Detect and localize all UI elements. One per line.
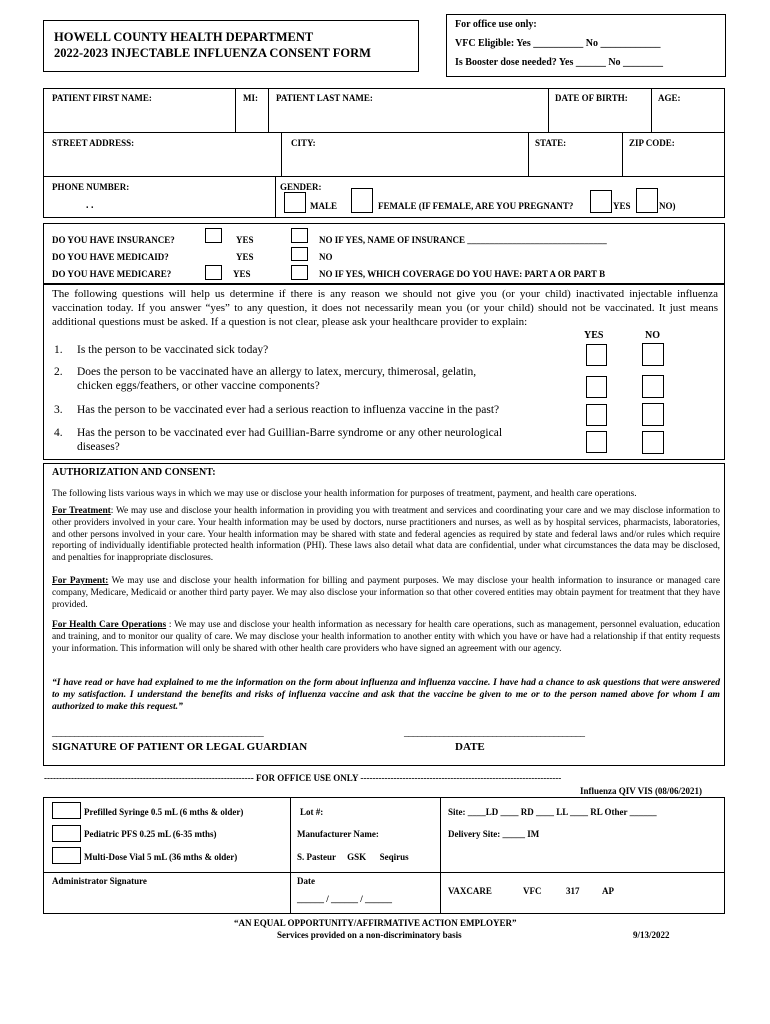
admin-date-label: Date xyxy=(297,876,315,886)
question-1-text: Is the person to be vaccinated sick today? xyxy=(77,344,269,356)
medicaid-no-label: NO xyxy=(319,252,333,262)
title-line-2: 2022-2023 INJECTABLE INFLUENZA CONSENT FORM xyxy=(54,46,371,60)
q4-yes-checkbox[interactable] xyxy=(586,431,607,453)
consent-title: AUTHORIZATION AND CONSENT: xyxy=(52,467,216,478)
q3-no-checkbox[interactable] xyxy=(642,403,664,426)
treatment-paragraph xyxy=(52,506,720,565)
vis-date: Influenza QIV VIS (08/06/2021) xyxy=(580,786,702,796)
operations-label: For Health Care Operations xyxy=(52,620,167,630)
date-line[interactable]: _________________________________________ xyxy=(404,727,585,738)
medicare-question: DO YOU HAVE MEDICARE? xyxy=(52,269,172,279)
pregnant-no-label: NO) xyxy=(659,201,676,211)
q2-yes-checkbox[interactable] xyxy=(586,376,607,398)
multidose-label: Multi-Dose Vial 5 mL (36 mths & older) xyxy=(84,852,238,862)
insurance-yes-checkbox[interactable] xyxy=(205,228,222,243)
q4-no-checkbox[interactable] xyxy=(642,431,664,454)
manufacturer-options[interactable]: S. Pasteur GSK Seqirus xyxy=(297,852,409,862)
city-label[interactable]: CITY: xyxy=(291,138,316,148)
question-2-num: 2. xyxy=(54,366,63,378)
insurance-question: DO YOU HAVE INSURANCE? xyxy=(52,235,175,245)
male-label: MALE xyxy=(310,201,337,211)
medicare-no-checkbox[interactable] xyxy=(291,265,308,280)
payment-label: For Payment: xyxy=(52,576,109,586)
female-label: FEMALE (IF FEMALE, ARE YOU PREGNANT? xyxy=(378,201,574,211)
treatment-label: For Treatment xyxy=(52,506,111,516)
medicaid-question: DO YOU HAVE MEDICAID? xyxy=(52,252,169,262)
operations-text: : We may use and disclose your health information as necessary for health care operations, such as management, personnel evaluation, education and training, and to monitor our quality of care. We may disclose your health information to another entity with which you have or have had a relationship if that entity requests your information. This information will only be shared with other health care providers who have signed an agreement with our agency. xyxy=(52,620,720,654)
pediatric-label: Pediatric PFS 0.25 mL (6-35 mths) xyxy=(84,829,217,839)
question-2-text: Does the person to be vaccinated have an allergy to latex, mercury, thimerosal, gelatin, chicken eggs/feathers, or other vaccine components? xyxy=(77,366,477,392)
office-use-title: For office use only: xyxy=(455,19,537,30)
operations-paragraph xyxy=(52,620,720,655)
insurance-no-checkbox[interactable] xyxy=(291,228,308,243)
payment-text: We may use and disclose your health information for billing and payment purposes. We may disclose your health information to insurance or managed care company, Medicare, Medicaid or another third party payer. We may also disclose your information so that other covered entities may obtain payment for treatment that they have provided. xyxy=(52,576,720,610)
booster-field[interactable]: Is Booster dose needed? Yes ______ No ________ xyxy=(455,57,664,68)
dob-label[interactable]: DATE OF BIRTH: xyxy=(555,93,628,103)
medicare-no-label: NO IF YES, WHICH COVERAGE DO YOU HAVE: PART A OR PART B xyxy=(319,269,606,279)
q3-yes-checkbox[interactable] xyxy=(586,404,607,426)
age-label[interactable]: AGE: xyxy=(658,93,681,103)
street-label[interactable]: STREET ADDRESS: xyxy=(52,138,135,148)
first-name-label[interactable]: PATIENT FIRST NAME: xyxy=(52,93,152,103)
admin-signature-label[interactable]: Administrator Signature xyxy=(52,876,147,886)
admin-date-blanks[interactable]: ______ / ______ / ______ xyxy=(297,894,393,904)
zip-label[interactable]: ZIP CODE: xyxy=(629,138,675,148)
footer-eeo: “AN EQUAL OPPORTUNITY/AFFIRMATIVE ACTION EMPLOYER” xyxy=(234,918,517,928)
phone-label[interactable]: PHONE NUMBER: xyxy=(52,182,130,192)
office-use-divider: ---------------------------------------------------------------------- FOR OFFICE USE ONLY ------------------------------------------------------------------- xyxy=(44,773,562,783)
manufacturer-label: Manufacturer Name: xyxy=(297,829,379,839)
question-1-num: 1. xyxy=(54,344,63,356)
state-label[interactable]: STATE: xyxy=(535,138,567,148)
title-line-1: HOWELL COUNTY HEALTH DEPARTMENT xyxy=(54,30,314,44)
mi-label[interactable]: MI: xyxy=(243,93,258,103)
317-option[interactable]: 317 xyxy=(566,886,580,896)
prefilled-label: Prefilled Syringe 0.5 mL (6 mths & older) xyxy=(84,807,244,817)
pediatric-checkbox[interactable] xyxy=(52,825,81,842)
vfc-eligible-field[interactable]: VFC Eligible: Yes __________ No ____________ xyxy=(455,38,661,49)
footer-revision-date: 9/13/2022 xyxy=(633,930,670,940)
treatment-text: : We may use and disclose your health information in providing you with treatment and services and coordinating your care and we may disclose information to other providers involved in your care. Your health information may be used by doctors, nurse practitioners and nurses, as well as by hospital services, pharmacists, laboratories, and other persons involved in your care. Your health information may be shared with state and federal agencies as required by state and federal laws and/or rules which require reporting of individually identifiable protected health information (PHI). These laws also detail what data are confidential, under what circumstances the data may be disclosed, and penalties for inappropriate disclosures. xyxy=(52,506,721,564)
pregnant-no-checkbox[interactable] xyxy=(636,188,658,213)
insurance-no-label: NO IF YES, NAME OF INSURANCE _______________________________ xyxy=(319,235,607,245)
q2-no-checkbox[interactable] xyxy=(642,375,664,398)
prefilled-checkbox[interactable] xyxy=(52,802,81,819)
q1-no-checkbox[interactable] xyxy=(642,343,664,366)
no-column-header: NO xyxy=(645,330,660,341)
female-checkbox[interactable] xyxy=(351,188,373,213)
consent-intro: The following lists various ways in which we may use or disclose your health information for purposes of treatment, payment, and health care operations. xyxy=(52,489,637,499)
signature-label: SIGNATURE OF PATIENT OR LEGAL GUARDIAN xyxy=(52,741,308,753)
insurance-yes-label: YES xyxy=(236,235,254,245)
screening-intro: The following questions will help us determine if there is any reason we should not give you (or your child) inactivated injectable influenza vaccination today. If you answer “yes” to any question, it does not necessarily mean you (or your child) should not be vaccinated. It just means additional questions must be asked. If a question is not clear, please ask your healthcare provider to explain: xyxy=(52,288,718,328)
question-4-text: Has the person to be vaccinated ever had Guillian-Barre syndrome or any other neurological diseases? xyxy=(77,427,503,453)
consent-statement: “I have read or have had explained to me the information on the form about influenza and influenza vaccine. I have had a chance to ask questions that were answered to my satisfaction. I understand the benefits and risks of influenza vaccine and ask that the vaccine be given to me or to the person named above for whom I am authorized to make this request.” xyxy=(52,677,720,712)
medicaid-yes-label: YES xyxy=(236,252,254,262)
question-4-num: 4. xyxy=(54,427,63,439)
male-checkbox[interactable] xyxy=(284,192,306,213)
pregnant-yes-label: YES xyxy=(613,201,631,211)
pregnant-yes-checkbox[interactable] xyxy=(590,190,612,213)
medicare-yes-label: YES xyxy=(233,269,251,279)
delivery-site-field[interactable]: Delivery Site: _____ IM xyxy=(448,829,540,839)
multidose-checkbox[interactable] xyxy=(52,847,81,864)
site-field[interactable]: Site: ____LD ____ RD ____ LL ____ RL Other ______ xyxy=(448,807,657,817)
last-name-label[interactable]: PATIENT LAST NAME: xyxy=(276,93,373,103)
question-3-text: Has the person to be vaccinated ever had a serious reaction to influenza vaccine in the past? xyxy=(77,404,500,416)
medicaid-no-checkbox[interactable] xyxy=(291,247,308,261)
gender-label: GENDER: xyxy=(280,182,322,192)
payment-paragraph xyxy=(52,576,720,611)
phone-dots: . . xyxy=(86,200,94,211)
medicare-yes-checkbox[interactable] xyxy=(205,265,222,280)
ap-option[interactable]: AP xyxy=(602,886,614,896)
lot-label[interactable]: Lot #: xyxy=(300,807,324,817)
signature-line[interactable]: ________________________________________________ xyxy=(52,727,264,738)
yes-column-header: YES xyxy=(584,330,604,341)
q1-yes-checkbox[interactable] xyxy=(586,344,607,366)
question-3-num: 3. xyxy=(54,404,63,416)
footer-nondiscrimination: Services provided on a non-discriminatory basis xyxy=(277,930,462,940)
date-label: DATE xyxy=(455,741,485,753)
vfc-option[interactable]: VFC xyxy=(523,886,542,896)
vaxcare-option[interactable]: VAXCARE xyxy=(448,886,492,896)
